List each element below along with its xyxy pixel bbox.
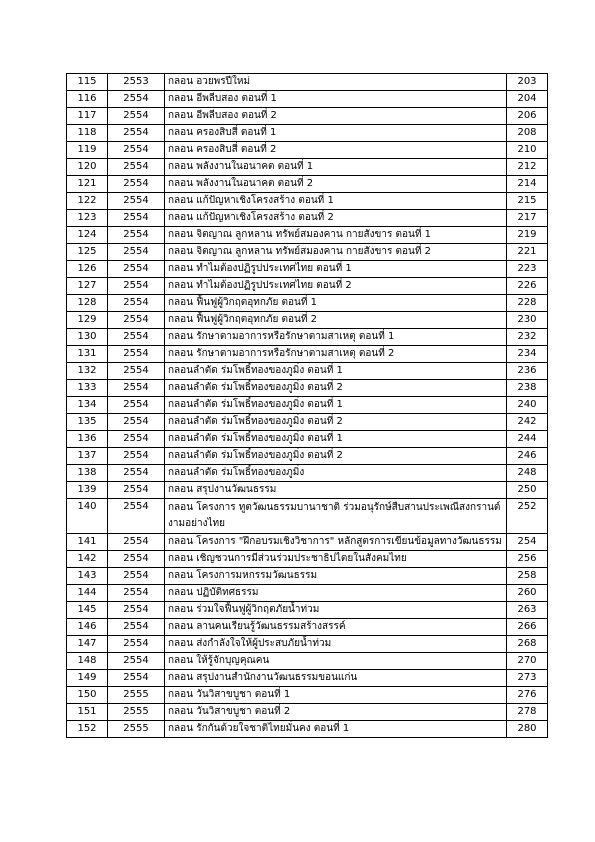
row-year-cell: 2554: [108, 636, 165, 653]
row-number-cell: 137: [67, 448, 108, 465]
row-page-cell: 254: [507, 534, 548, 551]
row-title-cell: กลอน จิตญาณ ลูกหลาน ทรัพย์สมองคาน กายสังขาร ตอนที่ 1: [165, 227, 507, 244]
row-year-cell: 2553: [108, 74, 165, 91]
row-title-cell: กลอน ทำไมต้องปฏิรูปประเทศไทย ตอนที่ 1: [165, 261, 507, 278]
table-row: [67, 704, 548, 721]
row-year-cell: 2555: [108, 721, 165, 738]
row-number-cell: 128: [67, 295, 108, 312]
row-year-cell: 2554: [108, 448, 165, 465]
row-page-cell: 203: [507, 74, 548, 91]
row-title-cell: กลอน ส่งกำลังใจให้ผู้ประสบภัยน้ำท่วม: [165, 636, 507, 653]
table-row: [67, 380, 548, 397]
row-number-cell: 129: [67, 312, 108, 329]
row-year-cell: 2554: [108, 534, 165, 551]
table-row: [67, 636, 548, 653]
table-row: [67, 227, 548, 244]
row-number-cell: 125: [67, 244, 108, 261]
row-page-cell: 252: [507, 499, 548, 534]
row-year-cell: 2554: [108, 159, 165, 176]
table-row: [67, 74, 548, 91]
row-number-cell: 115: [67, 74, 108, 91]
table-row: [67, 687, 548, 704]
row-title-cell: กลอน เชิญชวนการมีส่วนร่วมประชาธิปไตยในสังคมไทย: [165, 551, 507, 568]
row-number-cell: 133: [67, 380, 108, 397]
row-title-cell: กลอน แก้ปัญหาเชิงโครงสร้าง ตอนที่ 2: [165, 210, 507, 227]
row-title-cell: กลอนลำตัด ร่มโพธิ์ทองของภูมิ่ง ตอนที่ 1: [165, 397, 507, 414]
index-table: [66, 73, 548, 738]
row-title-cell: กลอน สรุปงานวัฒนธรรม: [165, 482, 507, 499]
row-title-cell: กลอนลำตัด ร่มโพธิ์ทองของภูมิ่ง ตอนที่ 1: [165, 431, 507, 448]
row-year-cell: 2554: [108, 125, 165, 142]
row-year-cell: 2554: [108, 227, 165, 244]
table-row: [67, 108, 548, 125]
row-number-cell: 140: [67, 499, 108, 534]
row-title-cell: กลอน ครองสิบสี่ ตอนที่ 1: [165, 125, 507, 142]
table-row: [67, 176, 548, 193]
row-title-cell: กลอน จิตญาณ ลูกหลาน ทรัพย์สมองคาน กายสังขาร ตอนที่ 2: [165, 244, 507, 261]
table-row: [67, 346, 548, 363]
row-title-cell: กลอน โครงการมหกรรมวัฒนธรรม: [165, 568, 507, 585]
row-page-cell: 230: [507, 312, 548, 329]
row-number-cell: 126: [67, 261, 108, 278]
table-row: [67, 210, 548, 227]
table-row: [67, 534, 548, 551]
row-title-cell: กลอน พลังงานในอนาคต ตอนที่ 2: [165, 176, 507, 193]
row-page-cell: 215: [507, 193, 548, 210]
row-title-cell: กลอน ฟื้นฟูผู้วิกฤตอุทกภัย ตอนที่ 1: [165, 295, 507, 312]
row-number-cell: 148: [67, 653, 108, 670]
row-page-cell: 240: [507, 397, 548, 414]
row-year-cell: 2554: [108, 465, 165, 482]
row-year-cell: 2554: [108, 499, 165, 534]
row-year-cell: 2554: [108, 653, 165, 670]
row-number-cell: 120: [67, 159, 108, 176]
row-title-cell: กลอนลำตัด ร่มโพธิ์ทองของภูมิ่ง ตอนที่ 2: [165, 414, 507, 431]
row-year-cell: 2554: [108, 193, 165, 210]
row-number-cell: 143: [67, 568, 108, 585]
row-number-cell: 151: [67, 704, 108, 721]
row-number-cell: 135: [67, 414, 108, 431]
row-year-cell: 2554: [108, 91, 165, 108]
row-year-cell: 2554: [108, 329, 165, 346]
row-number-cell: 123: [67, 210, 108, 227]
row-page-cell: 258: [507, 568, 548, 585]
row-page-cell: 260: [507, 585, 548, 602]
row-page-cell: 244: [507, 431, 548, 448]
row-page-cell: 242: [507, 414, 548, 431]
table-row: [67, 142, 548, 159]
row-number-cell: 118: [67, 125, 108, 142]
row-year-cell: 2554: [108, 397, 165, 414]
table-row: [67, 653, 548, 670]
table-row: [67, 619, 548, 636]
row-title-cell: กลอน ครองสิบสี่ ตอนที่ 2: [165, 142, 507, 159]
row-page-cell: 250: [507, 482, 548, 499]
row-page-cell: 268: [507, 636, 548, 653]
row-page-cell: 226: [507, 278, 548, 295]
row-page-cell: 232: [507, 329, 548, 346]
row-title-cell: กลอน ทำไมต้องปฏิรูปประเทศไทย ตอนที่ 2: [165, 278, 507, 295]
row-page-cell: 238: [507, 380, 548, 397]
row-year-cell: 2555: [108, 687, 165, 704]
row-page-cell: 256: [507, 551, 548, 568]
table-row: [67, 125, 548, 142]
row-page-cell: 248: [507, 465, 548, 482]
row-year-cell: 2554: [108, 602, 165, 619]
row-page-cell: 276: [507, 687, 548, 704]
index-table-body: [67, 74, 548, 738]
row-page-cell: 266: [507, 619, 548, 636]
row-number-cell: 147: [67, 636, 108, 653]
row-year-cell: 2554: [108, 551, 165, 568]
row-title-cell: กลอน รักษาตามอาการหรือรักษาตามสาเหตุ ตอนที่ 2: [165, 346, 507, 363]
row-year-cell: 2554: [108, 380, 165, 397]
row-year-cell: 2554: [108, 568, 165, 585]
row-title-cell: กลอน อวยพรปีใหม่: [165, 74, 507, 91]
row-title-cell: กลอน ปฏิบัติทศธรรม: [165, 585, 507, 602]
table-row: [67, 414, 548, 431]
table-row: [67, 397, 548, 414]
row-year-cell: 2554: [108, 295, 165, 312]
row-year-cell: 2554: [108, 670, 165, 687]
row-title-cell: กลอนลำตัด ร่มโพธิ์ทองของภูมิ่ง ตอนที่ 1: [165, 363, 507, 380]
row-page-cell: 280: [507, 721, 548, 738]
row-page-cell: 228: [507, 295, 548, 312]
row-page-cell: 246: [507, 448, 548, 465]
table-row: [67, 448, 548, 465]
row-year-cell: 2554: [108, 431, 165, 448]
row-title-cell: กลอน รักกันด้วยใจชาติไทยมั่นคง ตอนที่ 1: [165, 721, 507, 738]
row-title-cell: กลอน โครงการ ทูตวัฒนธรรมบานาชาติ ร่วมอนุรักษ์สืบสานประเพณีสงกรานต์งามอย่างไทย: [165, 499, 507, 534]
table-row: [67, 551, 548, 568]
row-title-cell: กลอน ฟื้นฟูผู้วิกฤตอุทกภัย ตอนที่ 2: [165, 312, 507, 329]
row-title-cell: กลอน ให้รู้จักบุญคุณคน: [165, 653, 507, 670]
row-number-cell: 136: [67, 431, 108, 448]
row-number-cell: 127: [67, 278, 108, 295]
row-number-cell: 121: [67, 176, 108, 193]
row-number-cell: 139: [67, 482, 108, 499]
row-page-cell: 234: [507, 346, 548, 363]
row-title-cell: กลอน วันวิสาขบูชา ตอนที่ 2: [165, 704, 507, 721]
row-number-cell: 145: [67, 602, 108, 619]
table-row: [67, 295, 548, 312]
table-row: [67, 159, 548, 176]
table-row: [67, 585, 548, 602]
row-number-cell: 150: [67, 687, 108, 704]
row-year-cell: 2554: [108, 312, 165, 329]
row-year-cell: 2554: [108, 210, 165, 227]
table-row: [67, 568, 548, 585]
row-number-cell: 124: [67, 227, 108, 244]
row-page-cell: 221: [507, 244, 548, 261]
table-row: [67, 312, 548, 329]
row-page-cell: 204: [507, 91, 548, 108]
row-title-cell: กลอนลำตัด ร่มโพธิ์ทองของภูมิ่ง ตอนที่ 2: [165, 448, 507, 465]
row-title-cell: กลอน ร่วมใจฟื้นฟูผู้วิกฤตภัยน้ำท่วม: [165, 602, 507, 619]
row-year-cell: 2554: [108, 585, 165, 602]
row-year-cell: 2554: [108, 261, 165, 278]
row-page-cell: 208: [507, 125, 548, 142]
row-number-cell: 149: [67, 670, 108, 687]
row-title-cell: กลอน อีพลีบสอง ตอนที่ 2: [165, 108, 507, 125]
row-number-cell: 132: [67, 363, 108, 380]
row-number-cell: 134: [67, 397, 108, 414]
row-page-cell: 212: [507, 159, 548, 176]
table-row: [67, 431, 548, 448]
row-number-cell: 138: [67, 465, 108, 482]
row-title-cell: กลอน อีพลีบสอง ตอนที่ 1: [165, 91, 507, 108]
index-document: [66, 73, 548, 738]
row-number-cell: 116: [67, 91, 108, 108]
row-number-cell: 146: [67, 619, 108, 636]
row-page-cell: 219: [507, 227, 548, 244]
row-number-cell: 141: [67, 534, 108, 551]
row-number-cell: 142: [67, 551, 108, 568]
row-year-cell: 2554: [108, 363, 165, 380]
row-year-cell: 2554: [108, 142, 165, 159]
row-number-cell: 130: [67, 329, 108, 346]
table-row: [67, 465, 548, 482]
row-year-cell: 2554: [108, 619, 165, 636]
row-title-cell: กลอนลำตัด ร่มโพธิ์ทองของภูมิ่ง ตอนที่ 2: [165, 380, 507, 397]
table-row: [67, 278, 548, 295]
row-year-cell: 2555: [108, 704, 165, 721]
row-year-cell: 2554: [108, 108, 165, 125]
row-title-cell: กลอน สรุปงานสำนักงานวัฒนธรรมขอนแก่น: [165, 670, 507, 687]
row-page-cell: 206: [507, 108, 548, 125]
table-row: [67, 670, 548, 687]
row-page-cell: 263: [507, 602, 548, 619]
row-year-cell: 2554: [108, 482, 165, 499]
row-number-cell: 131: [67, 346, 108, 363]
row-title-cell: กลอน แก้ปัญหาเชิงโครงสร้าง ตอนที่ 1: [165, 193, 507, 210]
row-title-cell: กลอน วันวิสาขบูชา ตอนที่ 1: [165, 687, 507, 704]
row-year-cell: 2554: [108, 244, 165, 261]
table-row: [67, 499, 548, 534]
row-number-cell: 119: [67, 142, 108, 159]
table-row: [67, 602, 548, 619]
row-year-cell: 2554: [108, 346, 165, 363]
row-page-cell: 214: [507, 176, 548, 193]
row-number-cell: 122: [67, 193, 108, 210]
row-number-cell: 117: [67, 108, 108, 125]
row-page-cell: 217: [507, 210, 548, 227]
table-row: [67, 91, 548, 108]
row-page-cell: 223: [507, 261, 548, 278]
row-title-cell: กลอน โครงการ "ฝึกอบรมเชิงวิชาการ" หลักสูตรการเขียนข้อมูลทางวัฒนธรรม: [165, 534, 507, 551]
row-title-cell: กลอน ลานคนเรียนรู้วัฒนธรรมสร้างสรรค์: [165, 619, 507, 636]
table-row: [67, 329, 548, 346]
table-row: [67, 721, 548, 738]
row-page-cell: 270: [507, 653, 548, 670]
row-page-cell: 273: [507, 670, 548, 687]
row-title-cell: กลอน พลังงานในอนาคต ตอนที่ 1: [165, 159, 507, 176]
row-page-cell: 278: [507, 704, 548, 721]
row-title-cell: กลอนลำตัด ร่มโพธิ์ทองของภูมิ่ง: [165, 465, 507, 482]
table-row: [67, 244, 548, 261]
row-number-cell: 152: [67, 721, 108, 738]
row-page-cell: 236: [507, 363, 548, 380]
row-year-cell: 2554: [108, 414, 165, 431]
row-page-cell: 210: [507, 142, 548, 159]
table-row: [67, 193, 548, 210]
row-title-cell: กลอน รักษาตามอาการหรือรักษาตามสาเหตุ ตอนที่ 1: [165, 329, 507, 346]
row-number-cell: 144: [67, 585, 108, 602]
row-year-cell: 2554: [108, 176, 165, 193]
table-row: [67, 363, 548, 380]
table-row: [67, 261, 548, 278]
row-year-cell: 2554: [108, 278, 165, 295]
table-row: [67, 482, 548, 499]
